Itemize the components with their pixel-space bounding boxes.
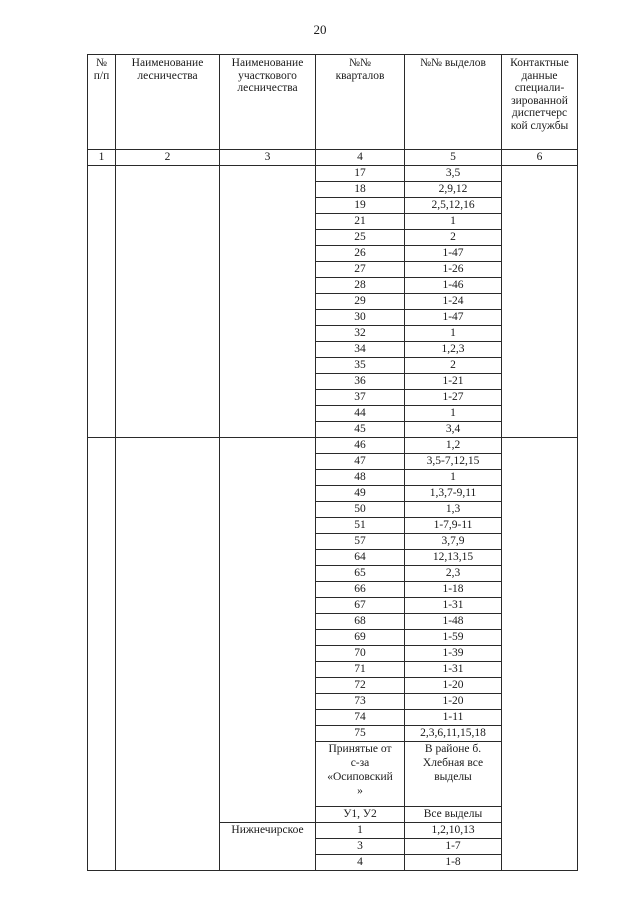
district-name-cell: [220, 438, 316, 823]
column-header-5: №№ выделов: [405, 55, 502, 150]
forestry-name-cell: [116, 166, 220, 438]
column-number: 3: [220, 150, 316, 166]
table-body: [88, 150, 578, 871]
sections-cell: 2,9,12: [405, 182, 502, 198]
sections-cell: 3,7,9: [405, 534, 502, 550]
contact-cell: [502, 438, 578, 871]
quarter-cell: 44: [316, 406, 405, 422]
quarter-cell: 68: [316, 614, 405, 630]
column-header-6: Контактные данные специали- зированной диспетчерс кой службы: [502, 55, 578, 150]
page-number: 20: [313, 22, 327, 37]
sections-cell: 1,2,10,13: [405, 823, 502, 839]
quarter-cell: 74: [316, 710, 405, 726]
quarter-cell: 70: [316, 646, 405, 662]
sections-cell: 1-27: [405, 390, 502, 406]
sections-cell: 1-21: [405, 374, 502, 390]
quarter-cell: 50: [316, 502, 405, 518]
sections-cell: 2: [405, 358, 502, 374]
quarter-cell: 37: [316, 390, 405, 406]
quarter-cell: 35: [316, 358, 405, 374]
table-row: [88, 438, 578, 454]
district-name-cell: [220, 166, 316, 438]
sections-cell: 1: [405, 326, 502, 342]
quarter-cell: 71: [316, 662, 405, 678]
sections-cell: 1-47: [405, 310, 502, 326]
sections-cell: 3,5-7,12,15: [405, 454, 502, 470]
quarter-cell: 73: [316, 694, 405, 710]
sections-cell: 1-18: [405, 582, 502, 598]
header-row: [88, 55, 578, 150]
quarter-cell: 49: [316, 486, 405, 502]
accepted-quarter: Принятые от с-за «Осиповский »: [316, 742, 405, 807]
sections-cell: 1: [405, 406, 502, 422]
sections-cell: 1-20: [405, 678, 502, 694]
quarter-cell: 34: [316, 342, 405, 358]
quarter-cell: 72: [316, 678, 405, 694]
quarter-cell: 27: [316, 262, 405, 278]
quarter-cell: 21: [316, 214, 405, 230]
sections-cell: 1-24: [405, 294, 502, 310]
quarter-cell: 30: [316, 310, 405, 326]
quarter-cell: 69: [316, 630, 405, 646]
column-header-2: Наименование лесничества: [116, 55, 220, 150]
sections-cell: 2,3,6,11,15,18: [405, 726, 502, 742]
sections-cell: 1-48: [405, 614, 502, 630]
sections-cell: 2,5,12,16: [405, 198, 502, 214]
sections-cell: 12,13,15: [405, 550, 502, 566]
quarter-cell: 28: [316, 278, 405, 294]
quarter-cell: 17: [316, 166, 405, 182]
sections-cell: 1-8: [405, 855, 502, 871]
sections-cell: 1-20: [405, 694, 502, 710]
quarter-cell: 57: [316, 534, 405, 550]
column-number: 5: [405, 150, 502, 166]
sections-cell: 1-46: [405, 278, 502, 294]
column-number: 2: [116, 150, 220, 166]
quarter-cell: 32: [316, 326, 405, 342]
sections-cell: 1-7: [405, 839, 502, 855]
column-header-3: Наименование участкового лесничества: [220, 55, 316, 150]
column-header-4: №№ кварталов: [316, 55, 405, 150]
forestry-name-cell: [116, 438, 220, 871]
quarter-cell: 45: [316, 422, 405, 438]
sections-cell: 3,4: [405, 422, 502, 438]
quarter-cell: 26: [316, 246, 405, 262]
quarter-cell: У1, У2: [316, 807, 405, 823]
quarter-cell: 65: [316, 566, 405, 582]
sections-cell: 1: [405, 470, 502, 486]
sections-cell: 1-31: [405, 662, 502, 678]
quarter-cell: 1: [316, 823, 405, 839]
sections-cell: 1,3: [405, 502, 502, 518]
sections-cell: 1-39: [405, 646, 502, 662]
forestry-table: [87, 54, 578, 871]
sections-cell: 3,5: [405, 166, 502, 182]
sections-cell: Все выделы: [405, 807, 502, 823]
accepted-sections: В районе б. Хлебная все выделы: [405, 742, 502, 807]
sections-cell: 2: [405, 230, 502, 246]
column-number: 6: [502, 150, 578, 166]
quarter-cell: 46: [316, 438, 405, 454]
row-number-cell: [88, 438, 116, 871]
column-header-1: № п/п: [88, 55, 116, 150]
sections-cell: 1-59: [405, 630, 502, 646]
row-number-cell: [88, 166, 116, 438]
quarter-cell: 3: [316, 839, 405, 855]
quarter-cell: 51: [316, 518, 405, 534]
sections-cell: 1: [405, 214, 502, 230]
table-row: [88, 166, 578, 182]
sections-cell: 1,2,3: [405, 342, 502, 358]
quarter-cell: 18: [316, 182, 405, 198]
quarter-cell: 75: [316, 726, 405, 742]
quarter-cell: 19: [316, 198, 405, 214]
quarter-cell: 64: [316, 550, 405, 566]
sections-cell: 1-7,9-11: [405, 518, 502, 534]
sections-cell: 2,3: [405, 566, 502, 582]
district-name-cell: Нижнечирское: [220, 823, 316, 871]
sections-cell: 1,2: [405, 438, 502, 454]
sections-cell: 1-11: [405, 710, 502, 726]
sections-cell: 1,3,7-9,11: [405, 486, 502, 502]
quarter-cell: 67: [316, 598, 405, 614]
contact-cell: [502, 166, 578, 438]
column-number: 1: [88, 150, 116, 166]
quarter-cell: 29: [316, 294, 405, 310]
sections-cell: 1-31: [405, 598, 502, 614]
sections-cell: 1-47: [405, 246, 502, 262]
column-number-row: [88, 150, 578, 166]
quarter-cell: 66: [316, 582, 405, 598]
quarter-cell: 25: [316, 230, 405, 246]
quarter-cell: 36: [316, 374, 405, 390]
quarter-cell: 48: [316, 470, 405, 486]
quarter-cell: 47: [316, 454, 405, 470]
column-number: 4: [316, 150, 405, 166]
sections-cell: 1-26: [405, 262, 502, 278]
quarter-cell: 4: [316, 855, 405, 871]
